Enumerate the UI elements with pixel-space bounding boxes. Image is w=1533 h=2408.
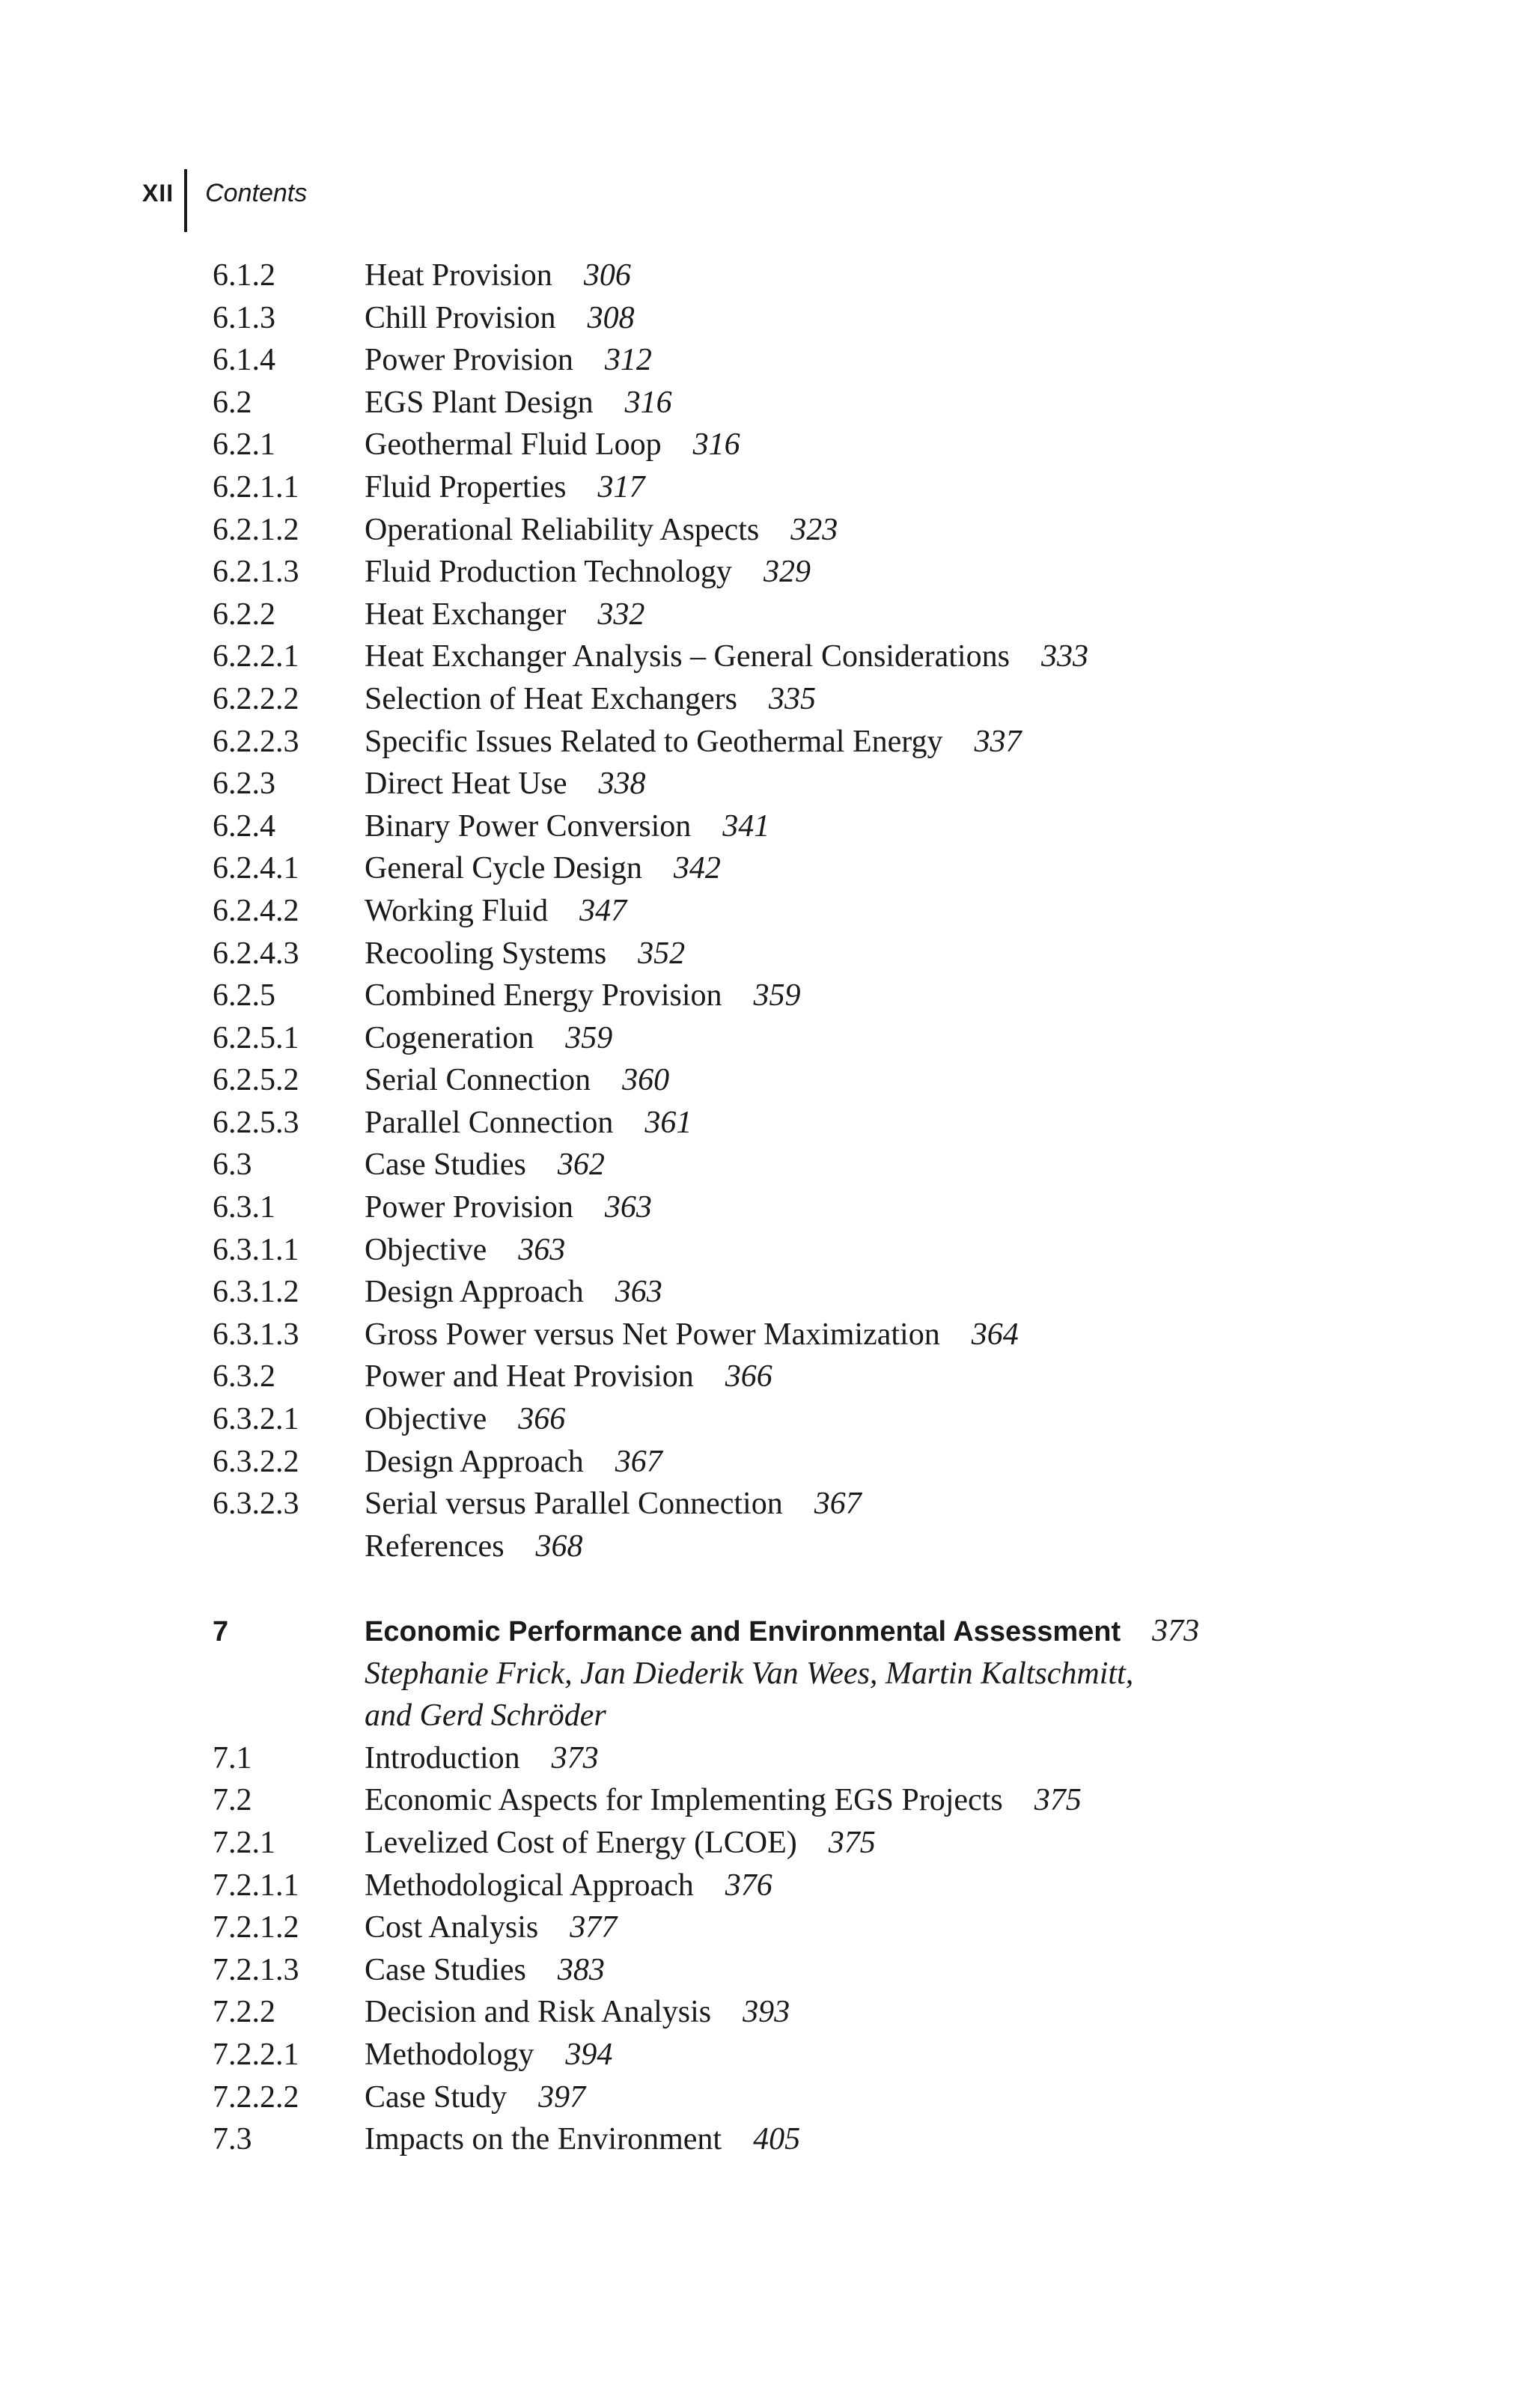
toc-section-number: 7.2.2.2 — [213, 2079, 299, 2115]
toc-page-number: 363 — [518, 1232, 566, 1267]
toc-entry-6-3[interactable] — [213, 1144, 1485, 1186]
toc-section-title: Cost Analysis — [365, 1910, 539, 1945]
toc-page-number: 317 — [597, 469, 645, 505]
toc-section-number: 6.1.2 — [213, 258, 275, 293]
toc-entry-6-2-5-3[interactable] — [213, 1102, 1485, 1144]
toc-section-number: 6.2.1.3 — [213, 555, 299, 590]
toc-page-number: 359 — [565, 1020, 613, 1055]
running-title: Contents — [205, 179, 308, 207]
toc-section-title: Heat Exchanger — [365, 597, 567, 632]
toc-entry-7-1[interactable] — [213, 1737, 1485, 1780]
toc-entry-6-3-2-2[interactable] — [213, 1441, 1485, 1484]
toc-page-number: 332 — [597, 597, 645, 632]
toc-entry-7-2-2[interactable] — [213, 1991, 1485, 2034]
toc-section-number: 6.3.2 — [213, 1359, 275, 1394]
toc-section-number: 6.2.1 — [213, 427, 275, 463]
toc-section-title: Power and Heat Provision — [365, 1359, 694, 1394]
toc-page-number: 368 — [535, 1528, 583, 1564]
toc-section-title: Parallel Connection — [365, 1105, 614, 1140]
toc-page-number: 376 — [725, 1868, 772, 1903]
toc-page-number: 377 — [570, 1910, 618, 1945]
toc-section-title: Decision and Risk Analysis — [365, 1995, 712, 2030]
toc-entry-7-2-1-2[interactable] — [213, 1906, 1485, 1949]
toc-section-title: Heat Provision — [365, 258, 552, 293]
toc-entry-7-2-1-1[interactable] — [213, 1865, 1485, 1907]
toc-page-number: 363 — [615, 1275, 662, 1310]
toc-section-number: 7.2 — [213, 1783, 252, 1818]
toc-section-title: Serial Connection — [365, 1063, 591, 1098]
toc-entry-7-2-2-1[interactable] — [213, 2034, 1485, 2076]
toc-section-number: 6.2.4 — [213, 808, 275, 844]
toc-entry-6-2-5-2[interactable] — [213, 1059, 1485, 1102]
toc-section-title: Introduction — [365, 1740, 520, 1775]
toc-section-title: Power Provision — [365, 343, 573, 378]
toc-entry-6-2-3[interactable] — [213, 763, 1485, 805]
toc-section-title: Direct Heat Use — [365, 766, 567, 802]
page-number: XII — [142, 180, 174, 207]
toc-section-title: Fluid Properties — [365, 469, 567, 505]
toc-page-number: 308 — [587, 300, 635, 335]
toc-section-title: References — [365, 1528, 505, 1564]
toc-entry-6-1-2[interactable] — [213, 254, 1485, 297]
toc-section-title: Methodology — [365, 2037, 534, 2072]
toc-entry-6-2-1-1[interactable] — [213, 466, 1485, 509]
chapter-authors-line-2: and Gerd Schröder — [365, 1698, 606, 1734]
toc-section-title: Specific Issues Related to Geothermal Energy — [365, 724, 943, 759]
toc-chapter-title: Economic Performance and Environmental Assessment — [365, 1616, 1121, 1648]
toc-entry-6-2-2-1[interactable] — [213, 635, 1485, 678]
toc-page-number: 366 — [725, 1359, 772, 1394]
toc-entry-6-3-1[interactable] — [213, 1186, 1485, 1229]
toc-page-number: 312 — [604, 343, 652, 378]
toc-section-title: Economic Aspects for Implementing EGS Projects — [365, 1783, 1003, 1818]
toc-chapter-number: 7 — [213, 1616, 229, 1648]
toc-entry-6-2-2[interactable] — [213, 594, 1485, 636]
toc-entry-7-2-1-3[interactable] — [213, 1949, 1485, 1992]
toc-page-number: 397 — [538, 2079, 586, 2115]
toc-entry-6-2-1[interactable] — [213, 424, 1485, 466]
toc-page-number: 359 — [753, 978, 801, 1014]
toc-page-number: 405 — [753, 2122, 801, 2157]
toc-section-number: 6.3.1.1 — [213, 1232, 299, 1267]
toc-section-number: 7.2.2.1 — [213, 2037, 299, 2072]
toc-page-number: 329 — [763, 555, 811, 590]
toc-section-number: 7.2.1.1 — [213, 1868, 299, 1903]
toc-section-number: 6.2.5.1 — [213, 1020, 299, 1055]
toc-section-number: 7.3 — [213, 2122, 252, 2157]
toc-entry-6-3-2[interactable] — [213, 1356, 1485, 1398]
toc-entry-6-2-4[interactable] — [213, 805, 1485, 848]
toc-section-title: Serial versus Parallel Connection — [365, 1487, 783, 1522]
toc-section-number: 7.2.2 — [213, 1995, 275, 2030]
toc-page-number: 366 — [518, 1402, 566, 1437]
toc-chapter-authors — [213, 1695, 1485, 1737]
toc-section-title: Recooling Systems — [365, 936, 607, 971]
toc-section-title: Case Study — [365, 2079, 508, 2115]
toc-chapter-7[interactable] — [213, 1610, 1485, 1653]
chapter-spacer — [213, 1567, 1485, 1610]
toc-section-number: 7.2.1 — [213, 1825, 275, 1860]
toc-entry-6-2-5-1[interactable] — [213, 1017, 1485, 1060]
toc-entry-6-2-4-3[interactable] — [213, 933, 1485, 975]
toc-section-number: 6.3.2.3 — [213, 1487, 299, 1522]
toc-section-number: 6.2.5.2 — [213, 1063, 299, 1098]
toc-page-number: 367 — [814, 1487, 862, 1522]
toc-section-number: 6.3 — [213, 1147, 252, 1183]
toc-section-title: Design Approach — [365, 1444, 584, 1479]
toc-chapter-authors — [213, 1653, 1485, 1695]
toc-entry-6-3-2-1[interactable] — [213, 1398, 1485, 1441]
toc-section-number: 6.2.3 — [213, 766, 275, 802]
toc-page-number: 360 — [622, 1063, 670, 1098]
toc-section-number: 7.2.1.2 — [213, 1910, 299, 1945]
toc-section-title: Cogeneration — [365, 1020, 534, 1055]
toc-page-number: 383 — [557, 1952, 605, 1987]
toc-section-number: 6.1.4 — [213, 343, 275, 378]
toc-section-number: 6.3.1.2 — [213, 1275, 299, 1310]
toc-section-number: 6.3.1.3 — [213, 1317, 299, 1352]
toc-section-number: 6.2.2.3 — [213, 724, 299, 759]
toc-entry-6-2-1-2[interactable] — [213, 509, 1485, 552]
chapter-authors-line-1: Stephanie Frick, Jan Diederik Van Wees, Martin Kaltschmitt, — [365, 1656, 1134, 1691]
toc-entry-6-2-1-3[interactable] — [213, 551, 1485, 594]
toc-entry-6-3-1-2[interactable] — [213, 1271, 1485, 1314]
toc-section-title: EGS Plant Design — [365, 385, 594, 420]
toc-section-title: Impacts on the Environment — [365, 2122, 722, 2157]
toc-entry-6-3-2-3[interactable] — [213, 1483, 1485, 1525]
toc-entry-6-2[interactable] — [213, 382, 1485, 424]
toc-section-title: Selection of Heat Exchangers — [365, 681, 737, 716]
toc-page-number: 341 — [722, 808, 770, 844]
toc-page-number: 352 — [638, 936, 686, 971]
toc-section-title: Objective — [365, 1232, 487, 1267]
toc-entry-7-3[interactable] — [213, 2118, 1485, 2161]
toc-section-number: 6.3.2.2 — [213, 1444, 299, 1479]
toc-page-number: 333 — [1040, 639, 1088, 674]
toc-section-title: Binary Power Conversion — [365, 808, 692, 844]
toc-entry-7-2-2-2[interactable] — [213, 2076, 1485, 2119]
toc-page-number: 323 — [790, 512, 838, 547]
toc-section-number: 6.3.1 — [213, 1190, 275, 1225]
toc-section-title: Gross Power versus Net Power Maximization — [365, 1317, 940, 1352]
toc-section-number: 6.2.2.2 — [213, 681, 299, 716]
toc-section-title: Power Provision — [365, 1190, 573, 1225]
toc-page-number: 347 — [579, 893, 627, 928]
toc-page-number: 306 — [583, 258, 631, 293]
toc-page-number: 373 — [551, 1740, 599, 1775]
toc-section-number: 7.2.1.3 — [213, 1952, 299, 1987]
toc-section-number: 6.2.4.2 — [213, 893, 299, 928]
toc-section-title: Methodological Approach — [365, 1868, 694, 1903]
toc-section-number: 6.2.1.2 — [213, 512, 299, 547]
toc-page-number: 364 — [971, 1317, 1019, 1352]
toc-entry-6-2-2-2[interactable] — [213, 678, 1485, 721]
toc-section-number: 6.2.5.3 — [213, 1105, 299, 1140]
toc-section-number: 6.2.5 — [213, 978, 275, 1014]
toc-entry-7-2[interactable] — [213, 1779, 1485, 1822]
toc-section-number: 6.2.1.1 — [213, 469, 299, 505]
toc-section-title: Objective — [365, 1402, 487, 1437]
toc-page-number: 375 — [828, 1825, 876, 1860]
toc-page-number: 335 — [768, 681, 816, 716]
toc-entry-7-2-1[interactable] — [213, 1822, 1485, 1865]
toc-section-title: Combined Energy Provision — [365, 978, 722, 1014]
toc-entry-references[interactable] — [213, 1525, 1485, 1568]
toc-page-number: 367 — [615, 1444, 662, 1479]
toc-page-number: 373 — [1152, 1614, 1200, 1648]
toc-page-number: 338 — [598, 766, 646, 802]
toc-page-number: 393 — [743, 1995, 790, 2030]
toc-page-number: 342 — [673, 851, 721, 886]
toc-entry-6-2-4-2[interactable] — [213, 890, 1485, 933]
toc-page-number: 337 — [974, 724, 1022, 759]
toc-section-number: 6.1.3 — [213, 300, 275, 335]
running-header — [142, 169, 307, 232]
toc-section-number: 6.2 — [213, 385, 252, 420]
toc-section-title: Geothermal Fluid Loop — [365, 427, 662, 463]
table-of-contents — [213, 254, 1485, 2161]
toc-entry-6-3-1-3[interactable] — [213, 1314, 1485, 1356]
toc-section-title: Case Studies — [365, 1952, 526, 1987]
toc-entry-6-1-4[interactable] — [213, 339, 1485, 382]
toc-page-number: 362 — [557, 1147, 605, 1183]
toc-entry-6-3-1-1[interactable] — [213, 1229, 1485, 1272]
toc-page-number: 316 — [692, 427, 740, 463]
toc-section-number: 7.1 — [213, 1740, 252, 1775]
toc-page-number: 375 — [1034, 1783, 1082, 1818]
toc-section-title: Chill Provision — [365, 300, 556, 335]
toc-page-number: 361 — [644, 1105, 692, 1140]
toc-section-number: 6.2.4.3 — [213, 936, 299, 971]
toc-section-number: 6.3.2.1 — [213, 1402, 299, 1437]
toc-section-title: Heat Exchanger Analysis – General Considerations — [365, 639, 1010, 674]
toc-section-title: Working Fluid — [365, 893, 549, 928]
toc-section-number: 6.2.2.1 — [213, 639, 299, 674]
toc-entry-6-2-5[interactable] — [213, 975, 1485, 1017]
toc-section-title: Fluid Production Technology — [365, 555, 732, 590]
toc-entry-6-1-3[interactable] — [213, 297, 1485, 340]
toc-section-title: Design Approach — [365, 1275, 584, 1310]
toc-section-title: Case Studies — [365, 1147, 526, 1183]
toc-section-title: General Cycle Design — [365, 851, 642, 886]
toc-page-number: 394 — [565, 2037, 613, 2072]
toc-page-number: 316 — [624, 385, 672, 420]
toc-section-title: Levelized Cost of Energy (LCOE) — [365, 1825, 797, 1860]
toc-entry-6-2-2-3[interactable] — [213, 721, 1485, 763]
toc-section-title: Operational Reliability Aspects — [365, 512, 760, 547]
toc-section-number: 6.2.2 — [213, 597, 275, 632]
toc-section-number: 6.2.4.1 — [213, 851, 299, 886]
header-rule — [184, 169, 187, 232]
toc-entry-6-2-4-1[interactable] — [213, 847, 1485, 890]
toc-page-number: 363 — [604, 1190, 652, 1225]
